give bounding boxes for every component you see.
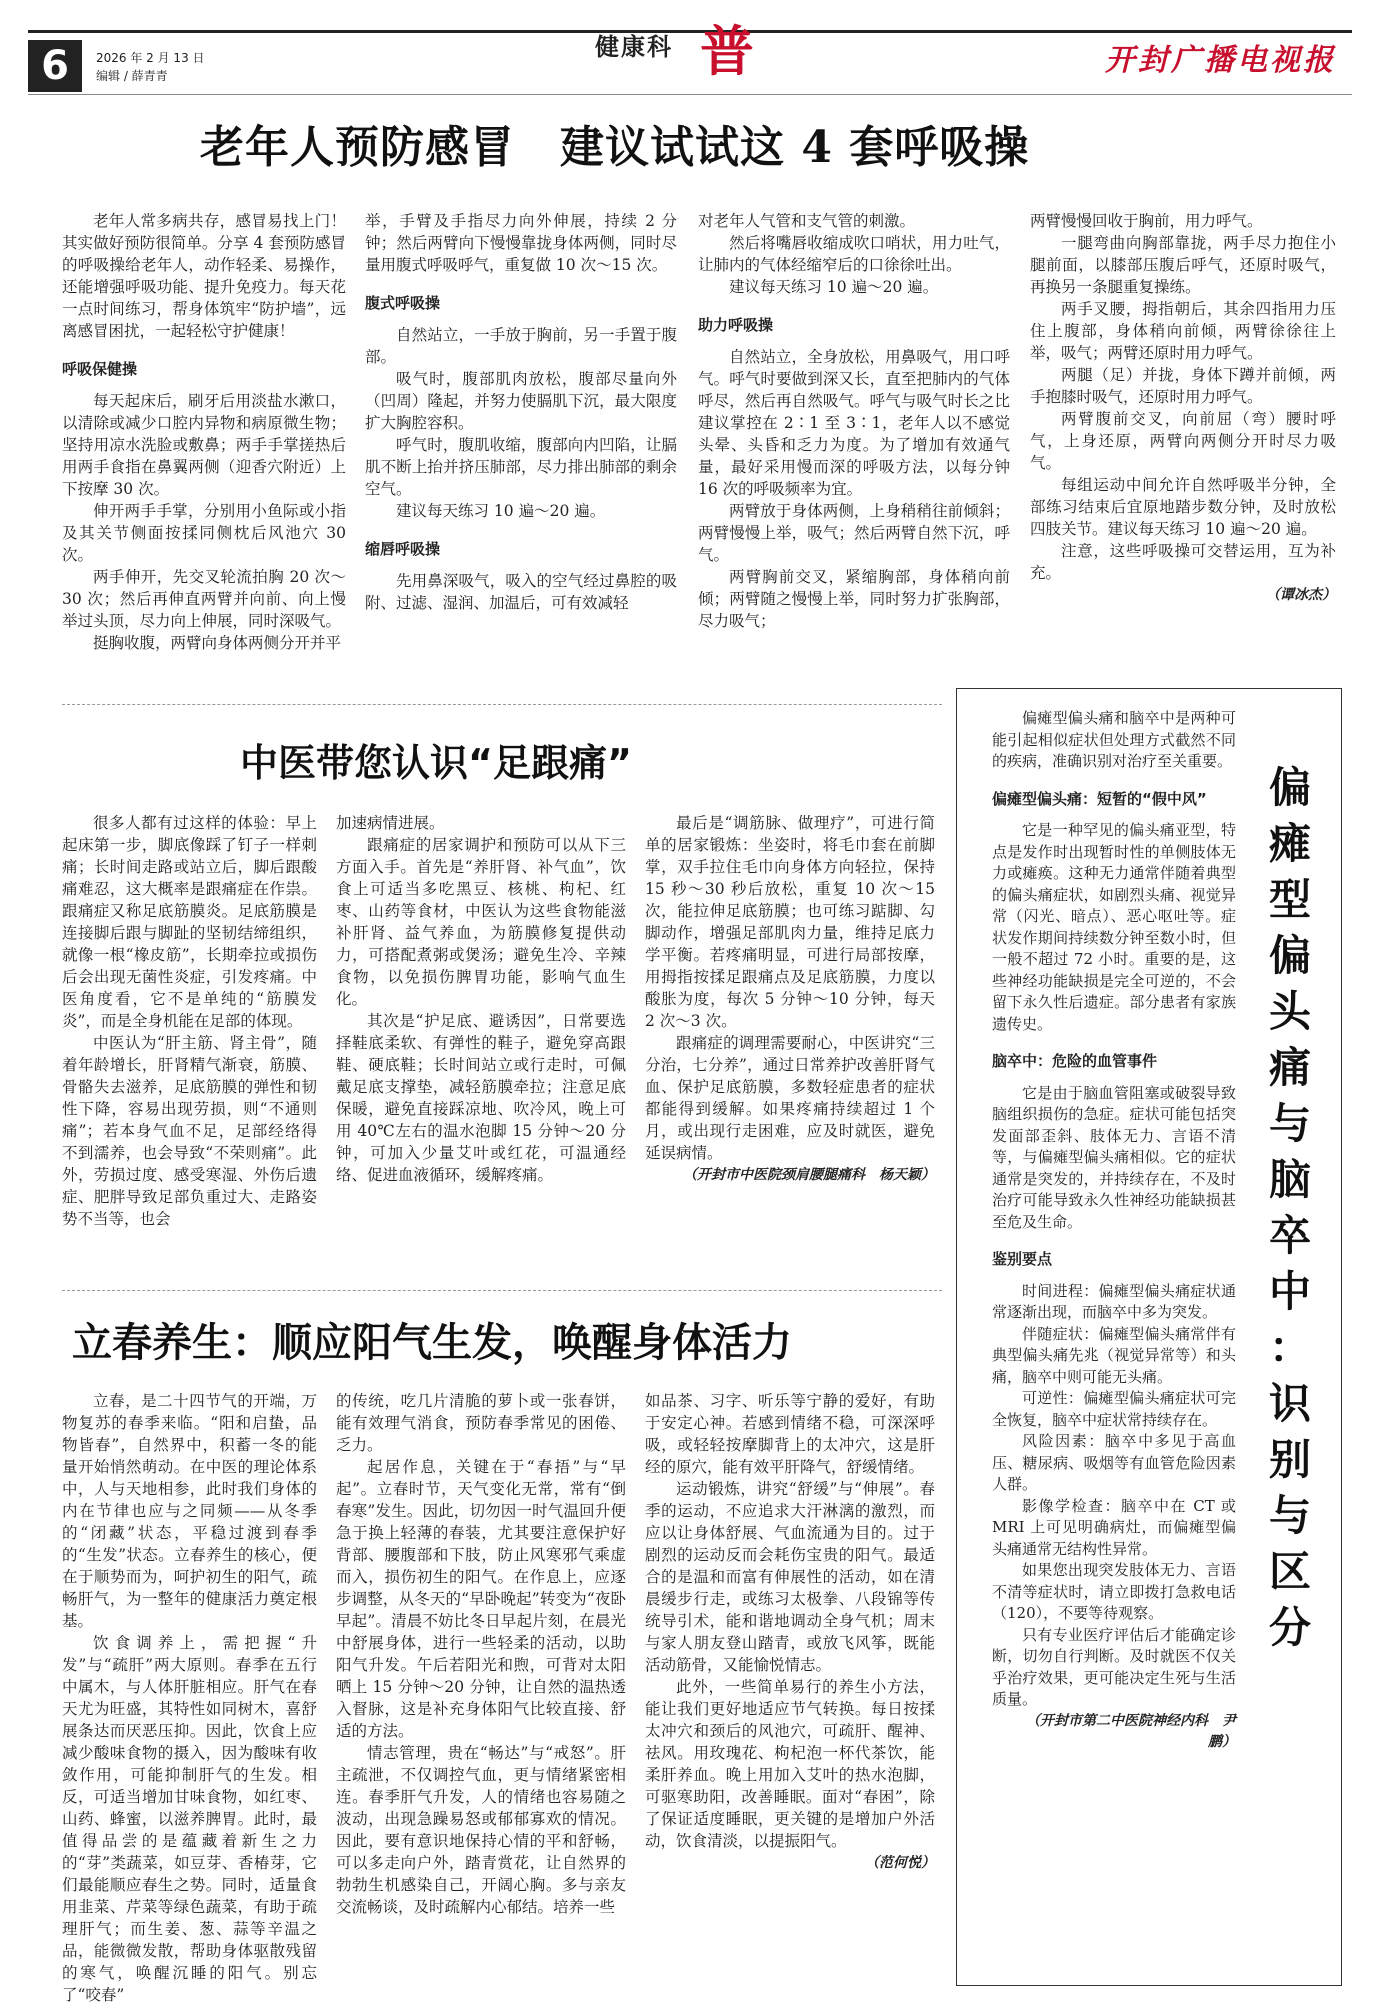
paragraph: 注意，这些呼吸操可交替运用，互为补充。 xyxy=(1030,542,1336,582)
article-divider xyxy=(62,1290,942,1291)
subheading: 腹式呼吸操 xyxy=(365,294,441,312)
paragraph: 先用鼻深吸气，吸入的空气经过鼻腔的吸附、过滤、湿润、加温后，可有效减轻 xyxy=(365,572,677,612)
paragraph: 影像学检查：脑卒中在 CT 或 MRI 上可见明确病灶，而偏瘫型偏头痛通常无结构性异常。 xyxy=(992,1496,1236,1558)
paragraph: 立春，是二十四节气的开端，万物复苏的春季来临。“阳和启蛰，品物皆春”，自然界中，积蓄一冬的能量开始悄然萌动。在中医的理论体系中，人与天地相参，此时我们身体的内在节律也应与之同频——从冬季的“闭藏”状态，平稳过渡到春季的“生发”状态。立春养生的核心，便在于顺势而为，呵护初生的阳气，疏畅肝气，为一整年的健康活力奠定根基。 xyxy=(62,1392,317,1630)
sidebar-title-char: 中 xyxy=(1268,1267,1311,1316)
article-divider xyxy=(62,704,942,705)
author-byline: （谭冰杰） xyxy=(1266,587,1336,603)
sidebar-title-char: 痛 xyxy=(1268,1043,1311,1092)
paragraph: 很多人都有过这样的体验：早上起床第一步，脚底像踩了钉子一样刺痛；长时间走路或站立后，脚后跟酸痛难忍，这大概率是跟痛症在作祟。跟痛症又称足底筋膜炎。足底筋膜是连接脚后跟与脚趾的坚韧结缔组织，就像一根“橡皮筋”，长期牵拉或损伤后会出现无菌性炎症，引发疼痛。中医角度看，它不是单纯的“筋膜发炎”，而是全身机能在足部的体现。 xyxy=(62,814,317,1030)
editor-credit: 编辑 / 薛青青 xyxy=(96,69,168,83)
paragraph: 中医认为“肝主筋、肾主骨”，随着年龄增长，肝肾精气渐衰，筋膜、骨骼失去滋养，足底筋膜的弹性和韧性下降，容易出现劳损，则“不通则痛”；若本身气血不足，足部经络得不到濡养，也会导致“不荣则痛”。此外，劳损过度、感受寒湿、外伤后遗症、肥胖导致足部负重过大、走路姿势不当等，也会 xyxy=(62,1034,317,1228)
sidebar-title-char: 型 xyxy=(1268,875,1311,924)
subheading: 呼吸保健操 xyxy=(62,360,138,378)
sidebar-title-char: 头 xyxy=(1268,987,1311,1036)
paragraph: 加速病情进展。 xyxy=(336,814,445,832)
article-3-column-1 xyxy=(62,1390,317,2004)
paragraph: 每天起床后，刷牙后用淡盐水漱口，以清除或减少口腔内异物和病原微生物；坚持用凉水洗脸或敷鼻；两手手掌搓热后用两手食指在鼻翼两侧（迎香穴附近）上下按摩 30 次。 xyxy=(62,392,346,498)
paragraph: 运动锻炼，讲究“舒缓”与“伸展”。春季的运动，不应追求大汗淋漓的激烈，而应以让身体舒展、气血流通为目的。过于剧烈的运动反而会耗伤宝贵的阳气。最适合的是温和而富有伸展性的活动，如在清晨缓步行走，或练习太极拳、八段锦等传统导引术，能和谐地调动全身气机；周末与家人朋友登山踏青，或放飞风筝，既能活动筋骨，又能愉悦情志。 xyxy=(645,1480,935,1674)
sidebar-title-char: 脑 xyxy=(1268,1155,1311,1204)
author-byline: （开封市第二中医院神经内科 尹鹏） xyxy=(1026,1712,1236,1750)
paragraph: 跟痛症的居家调护和预防可以从下三方面入手。首先是“养肝肾、补气血”，饮食上可适当多吃黑豆、核桃、枸杞、红枣、山药等食材，中医认为这些食物能滋补肝肾、益气养血，为筋膜修复提供动力，可搭配煮粥或煲汤；避免生冷、辛辣食物，以免损伤脾胃功能，影响气血生化。 xyxy=(336,836,626,1008)
article-1-column-3 xyxy=(698,210,1010,682)
article-1-title: 老年人预防感冒 建议试试这 4 套呼吸操 xyxy=(200,122,1030,173)
page-number: 6 xyxy=(28,40,82,92)
sidebar-title-char: 偏 xyxy=(1268,931,1311,980)
paragraph: 自然站立，全身放松，用鼻吸气，用口呼气。呼气时要做到深又长，直至把肺内的气体呼尽，然后再自然吸气。呼气与吸气时长之比建议掌控在 2∶1 至 3∶1，老年人以不感觉头晕、头昏和乏力为度。为了增加有效通气量，最好采用慢而深的呼吸方法，以每分钟 16 次的呼吸频率为宜。 xyxy=(698,348,1010,498)
subheading: 偏瘫型偏头痛：短暂的“假中风” xyxy=(992,789,1207,808)
paragraph: 如品茶、习字、听乐等宁静的爱好，有助于安定心神。若感到情绪不稳，可深深呼吸，或轻轻按摩脚背上的太冲穴，这是肝经的原穴，能有效平肝降气，舒缓情绪。 xyxy=(645,1392,935,1476)
paragraph: 此外，一些简单易行的养生小方法，能让我们更好地适应节气转换。每日按揉太冲穴和颈后的风池穴，可疏肝、醒神、祛风。用玫瑰花、枸杞泡一杯代茶饮，能柔肝养血。晚上用加入艾叶的热水泡脚，可驱寒助阳，改善睡眠。面对“春困”，除了保证适度睡眠，更关键的是增加户外活动，饮食清淡，以提振阳气。 xyxy=(645,1678,935,1850)
article-3-title: 立春养生：顺应阳气生发，唤醒身体活力 xyxy=(72,1320,792,1366)
article-1-column-4 xyxy=(1030,210,1336,662)
author-byline: （范何悦） xyxy=(865,1855,935,1871)
paragraph: 每组运动中间允许自然呼吸半分钟，全部练习结束后宜原地踏步数分钟，及时放松四肢关节。建议每天练习 10 遍～20 遍。 xyxy=(1030,476,1336,538)
paragraph: 最后是“调筋脉、做理疗”，可进行简单的居家锻炼：坐姿时，将毛巾套在前脚掌，双手拉住毛巾向身体方向轻拉，保持 15 秒～30 秒后放松，重复 10 次～15 次，能拉伸足底筋膜；也可练习踮脚、勾脚动作，增强足部肌肉力量，维持足底力学平衡。若疼痛明显，可进行局部按摩，用拇指按揉足跟痛点及足底筋膜，力度以酸胀为度，每次 5 分钟～10 分钟，每天 2 次～3 次。 xyxy=(645,814,935,1030)
sidebar-title-char: 识 xyxy=(1268,1379,1311,1428)
sidebar-title-char: 别 xyxy=(1268,1435,1311,1484)
newspaper-logo: 开封广播电视报 xyxy=(1105,43,1336,78)
sidebar-title-char: 瘫 xyxy=(1268,819,1311,868)
paragraph: 的传统，吃几片清脆的萝卜或一张春饼，能有效理气消食，预防春季常见的困倦、乏力。 xyxy=(336,1392,626,1454)
paragraph: 如果您出现突发肢体无力、言语不清等症状时，请立即拨打急救电话（120），不要等待观察。 xyxy=(992,1561,1236,1622)
sidebar-title-char: ： xyxy=(1268,1323,1311,1372)
paragraph: 挺胸收腹，两臂向身体两侧分开并平 xyxy=(93,634,342,652)
paragraph: 两臂慢慢回收于胸前，用力呼气。 xyxy=(1030,212,1263,230)
paragraph: 伴随症状：偏瘫型偏头痛常伴有典型偏头痛先兆（视觉异常等）和头痛，脑卒中则可能无头痛。 xyxy=(992,1324,1236,1386)
paragraph: 饮食调养上，需把握“升发”与“疏肝”两大原则。春季在五行中属木，与人体肝脏相应。肝气在春天尤为旺盛，其特性如同树木，喜舒展条达而厌恶压抑。因此，饮食上应减少酸味食物的摄入，因为酸味有收敛作用，可能抑制肝气的生发。相反，可适当增加甘味食物，如红枣、山药、蜂蜜，以滋养脾胃。此时，最值得品尝的是蕴藏着新生之力的“芽”类蔬菜，如豆芽、香椿芽，它们最能顺应春生之势。同时，适量食用韭菜、芹菜等绿色蔬菜，有助于疏理肝气；而生姜、葱、蒜等辛温之品，能微微发散，帮助身体驱散残留的寒气，唤醒沉睡的阳气。别忘了“咬春” xyxy=(62,1634,317,2004)
paragraph: 其次是“护足底、避诱因”，日常要选择鞋底柔软、有弹性的鞋子，避免穿高跟鞋、硬底鞋；长时间站立或行走时，可佩戴足底支撑垫，减轻筋膜牵拉；注意足底保暖，避免直接踩凉地、吹冷风，晚上可用 40℃左右的温水泡脚 15 分钟～20 分钟，可加入少量艾叶或红花，可温通经络、促进血液循环，缓解疼痛。 xyxy=(336,1012,626,1184)
paragraph: 两臂胸前交叉，紧缩胸部，身体稍向前倾；两臂随之慢慢上举，同时努力扩张胸部，尽力吸气； xyxy=(698,568,1010,630)
sidebar-title-char: 与 xyxy=(1268,1099,1311,1148)
section-title-accent: 普 xyxy=(700,19,754,83)
paragraph: 老年人常多病共存，感冒易找上门！其实做好预防很简单。分享 4 套预防感冒的呼吸操给老年人，动作轻柔、易操作，还能增强呼吸功能、提升免疫力。每天花一点时间练习，帮身体筑牢“防护墙”，远离感冒困扰，一起轻松守护健康！ xyxy=(62,212,346,340)
article-3-column-3 xyxy=(645,1390,935,1982)
article-1-column-2 xyxy=(365,210,677,682)
paragraph: 两臂腹前交叉，向前屈（弯）腰时呼气，上身还原，两臂向两侧分开时尽力吸气。 xyxy=(1030,410,1336,472)
sidebar-body xyxy=(992,708,1236,1976)
paragraph: 风险因素：脑卒中多见于高血压、糖尿病、吸烟等有血管危险因素人群。 xyxy=(992,1432,1236,1493)
paragraph: 建议每天练习 10 遍～20 遍。 xyxy=(729,278,939,296)
article-2-column-3 xyxy=(645,812,935,1274)
subheading: 脑卒中：危险的血管事件 xyxy=(992,1052,1158,1070)
paragraph: 然后将嘴唇收缩成吹口哨状，用力吐气，让肺内的气体经缩窄后的口徐徐吐出。 xyxy=(698,234,1010,274)
paragraph: 两腿（足）并拢，身体下蹲并前倾，两手抱膝时吸气，还原时用力呼气。 xyxy=(1030,366,1336,406)
paragraph: 吸气时，腹部肌肉放松，腹部尽量向外（凹周）隆起，并努力使膈肌下沉，最大限度扩大胸腔容积。 xyxy=(365,370,677,432)
paragraph: 只有专业医疗评估后才能确定诊断，切勿自行判断。及时就医不仅关乎治疗效果，更可能决定生死与生活质量。 xyxy=(992,1625,1236,1708)
paragraph: 两手叉腰，拇指朝后，其余四指用力压住上腹部，身体稍向前倾，两臂徐徐往上举，吸气；两臂还原时用力呼气。 xyxy=(1030,300,1336,362)
paragraph: 两臂放于身体两侧，上身稍稍往前倾斜；两臂慢慢上举，吸气；然后两臂自然下沉，呼气。 xyxy=(698,502,1010,564)
paragraph: 建议每天练习 10 遍～20 遍。 xyxy=(396,502,606,520)
article-2-column-1 xyxy=(62,812,317,1274)
sidebar-title-char: 区 xyxy=(1268,1547,1311,1596)
author-byline: （开封市中医院颈肩腰腿痛科 杨天颖） xyxy=(683,1167,935,1183)
article-2-column-2 xyxy=(336,812,626,1274)
paragraph: 跟痛症的调理需要耐心，中医讲究“三分治，七分养”，通过日常养护改善肝肾气血、保护足底筋膜，多数轻症患者的症状都能得到缓解。如果疼痛持续超过 1 个月，或出现行走困难，应及时就医，避免延误病情。 xyxy=(645,1034,935,1162)
paragraph: 起居作息，关键在于“春捂”与“早起”。立春时节，天气变化无常，常有“倒春寒”发生。因此，切勿因一时气温回升便急于换上轻薄的春装，尤其要注意保护好背部、腰腹部和下肢，防止风寒邪气乘虚而入，损伤初生的阳气。在作息上，应逐步调整，从冬天的“早卧晚起”转变为“夜卧早起”。清晨不妨比冬日早起片刻，在晨光中舒展身体，进行一些轻柔的活动，以助阳气升发。午后若阳光和煦，可背对太阳晒上 15 分钟～20 分钟，让自然的温热透入督脉，这是补充身体阳气比较直接、舒适的方法。 xyxy=(336,1458,626,1740)
article-2-title: 中医带您认识“足跟痛” xyxy=(240,741,632,785)
sidebar-title xyxy=(1262,760,1318,1656)
section-title: 健康科 xyxy=(595,32,673,61)
paragraph: 一腿弯曲向胸部靠拢，两手尽力抱住小腿前面，以膝部压腹后呼气，还原时吸气，再换另一条腿重复操练。 xyxy=(1030,234,1336,296)
paragraph: 偏瘫型偏头痛和脑卒中是两种可能引起相似症状但处理方式截然不同的疾病，准确识别对治疗至关重要。 xyxy=(992,709,1236,770)
subheading: 鉴别要点 xyxy=(992,1250,1053,1268)
paragraph: 它是一种罕见的偏头痛亚型，特点是发作时出现暂时性的单侧肢体无力或瘫痪。这种无力通常伴随着典型的偏头痛症状，如剧烈头痛、视觉异常（闪光、暗点）、恶心呕吐等。症状发作期间持续数分钟至数小时，但一般不超过 72 小时。重要的是，这些神经功能缺损是完全可逆的，不会留下永久性后遗症。部分患者有家族遗传史。 xyxy=(992,821,1236,1033)
subheading: 助力呼吸操 xyxy=(698,316,774,334)
masthead-top-rule xyxy=(28,30,1352,33)
paragraph: 可逆性：偏瘫型偏头痛症状可完全恢复，脑卒中症状常持续存在。 xyxy=(992,1389,1236,1429)
paragraph: 呼气时，腹肌收缩，腹部向内凹陷，让膈肌不断上抬并挤压肺部，尽力排出肺部的剩余空气。 xyxy=(365,436,677,498)
article-1-column-1 xyxy=(62,210,346,682)
paragraph: 它是由于脑血管阻塞或破裂导致脑组织损伤的急症。症状可能包括突发面部歪斜、肢体无力、言语不清等，与偏瘫型偏头痛相似。它的症状通常是突发的，并持续存在，不及时治疗可能导致永久性神经功能缺损甚至危及生命。 xyxy=(992,1083,1236,1231)
article-3-column-2 xyxy=(336,1390,626,1982)
paragraph: 伸开两手手掌，分别用小鱼际或小指及其关节侧面按揉同侧枕后风池穴 30 次。 xyxy=(62,502,346,564)
paragraph: 举，手臂及手指尽力向外伸展，持续 2 分钟；然后两臂向下慢慢靠拢身体两侧，同时尽量用腹式呼吸呼气，重复做 10 次～15 次。 xyxy=(365,212,677,274)
sidebar-title-char: 偏 xyxy=(1268,763,1311,812)
issue-date: 2026 年 2 月 13 日 xyxy=(96,51,205,65)
masthead-bottom-rule xyxy=(28,94,1352,95)
sidebar-title-char: 分 xyxy=(1268,1603,1311,1652)
subheading: 缩唇呼吸操 xyxy=(365,540,441,558)
sidebar-title-char: 卒 xyxy=(1268,1211,1311,1260)
sidebar-title-char: 与 xyxy=(1268,1491,1311,1540)
paragraph: 对老年人气管和支气管的刺激。 xyxy=(698,212,916,230)
paragraph: 两手伸开，先交叉轮流拍胸 20 次～30 次；然后再伸直两臂并向前、向上慢举过头顶，尽力向上伸展，同时深吸气。 xyxy=(62,568,346,630)
paragraph: 自然站立，一手放于胸前，另一手置于腹部。 xyxy=(365,326,677,366)
paragraph: 时间进程：偏瘫型偏头痛症状通常逐渐出现，而脑卒中多为突发。 xyxy=(992,1281,1236,1321)
paragraph: 情志管理，贵在“畅达”与“戒怒”。肝主疏泄，不仅调控气血，更与情绪紧密相连。春季肝气升发，人的情绪也容易随之波动，出现急躁易怒或郁郁寡欢的情况。因此，要有意识地保持心情的平和舒畅，可以多走向户外，踏青赏花，让自然界的勃勃生机感染自己，开阔心胸。多与亲友交流畅谈，及时疏解内心郁结。培养一些 xyxy=(336,1744,626,1916)
